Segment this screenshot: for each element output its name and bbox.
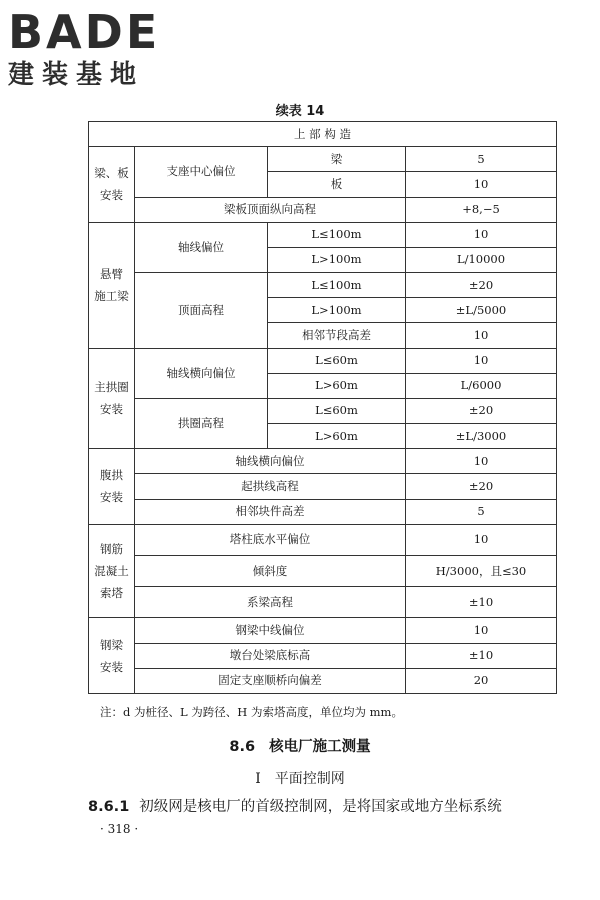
item-cell: 固定支座顺桥向偏差 xyxy=(135,668,406,693)
item-cell: 轴线横向偏位 xyxy=(135,449,406,474)
condition-cell: 板 xyxy=(268,172,406,197)
section-heading xyxy=(0,735,600,756)
item-cell: 起拱线高程 xyxy=(135,474,406,499)
value-cell: ±20 xyxy=(406,398,557,423)
category-beam-slab: 梁、板 安装 xyxy=(89,147,135,223)
clause-number: 8.6.1 xyxy=(88,799,130,815)
condition-cell: L>100m xyxy=(268,298,406,323)
category-cantilever: 悬臂 施工梁 xyxy=(89,222,135,348)
value-cell: ±10 xyxy=(406,643,557,668)
item-cell: 倾斜度 xyxy=(135,555,406,586)
value-cell: 10 xyxy=(406,618,557,643)
value-cell: 5 xyxy=(406,499,557,524)
value-cell: ±20 xyxy=(406,273,557,298)
item-cell: 系梁高程 xyxy=(135,587,406,618)
category-pylon: 钢筋 混凝土 索塔 xyxy=(89,524,135,618)
item-cell: 相邻块件高差 xyxy=(135,499,406,524)
sub-item: 轴线偏位 xyxy=(135,222,268,272)
value-cell: ±20 xyxy=(406,474,557,499)
sub-item: 拱圈高程 xyxy=(135,398,268,448)
value-cell: ±L/5000 xyxy=(406,298,557,323)
bade-logo xyxy=(8,6,160,90)
sub-item: 支座中心偏位 xyxy=(135,147,268,197)
item-cell: 钢梁中线偏位 xyxy=(135,618,406,643)
logo-wordmark: BADE xyxy=(8,5,161,59)
value-cell: 5 xyxy=(406,147,557,172)
item-cell: 梁板顶面纵向高程 xyxy=(135,197,406,222)
condition-cell: L≤60m xyxy=(268,348,406,373)
condition-cell: L≤100m xyxy=(268,273,406,298)
condition-cell: 梁 xyxy=(268,147,406,172)
item-cell: 墩台处梁底标高 xyxy=(135,643,406,668)
value-cell: 10 xyxy=(406,222,557,247)
item-cell: 塔柱底水平偏位 xyxy=(135,524,406,555)
table-note: 注：d 为桩径、L 为跨径、H 为索塔高度，单位均为 mm。 xyxy=(100,705,403,719)
condition-cell: L>60m xyxy=(268,424,406,449)
value-cell: 10 xyxy=(406,348,557,373)
clause-paragraph xyxy=(88,795,502,816)
category-steel-beam: 钢梁 安装 xyxy=(89,618,135,694)
value-cell: ±10 xyxy=(406,587,557,618)
condition-cell: L≤100m xyxy=(268,222,406,247)
subsection-number: Ⅰ xyxy=(255,771,261,787)
logo-subtitle: 建装基地 xyxy=(8,60,145,90)
table-header: 上 部 构 造 xyxy=(89,122,557,147)
category-main-arch: 主拱圈 安装 xyxy=(89,348,135,449)
page-number: · 318 · xyxy=(100,822,139,836)
value-cell: 10 xyxy=(406,524,557,555)
subsection-heading xyxy=(0,768,600,788)
condition-cell: L>60m xyxy=(268,373,406,398)
section-number: 8.6 xyxy=(229,739,256,755)
value-cell: L/10000 xyxy=(406,247,557,272)
sub-item: 顶面高程 xyxy=(135,273,268,349)
value-cell: ±L/3000 xyxy=(406,424,557,449)
tolerance-table xyxy=(88,121,557,694)
condition-cell: L≤60m xyxy=(268,398,406,423)
sub-item: 轴线横向偏位 xyxy=(135,348,268,398)
value-cell: 10 xyxy=(406,172,557,197)
section-title-text: 核电厂施工测量 xyxy=(269,739,371,755)
category-spandrel-arch: 腹拱 安装 xyxy=(89,449,135,525)
value-cell: 10 xyxy=(406,323,557,348)
condition-cell: L>100m xyxy=(268,247,406,272)
value-cell: 10 xyxy=(406,449,557,474)
value-cell: 20 xyxy=(406,668,557,693)
value-cell: L/6000 xyxy=(406,373,557,398)
subsection-title-text: 平面控制网 xyxy=(274,771,345,787)
value-cell: H/3000，且≤30 xyxy=(406,555,557,586)
clause-text: 初级网是核电厂的首级控制网，是将国家或地方坐标系统 xyxy=(139,799,502,815)
condition-cell: 相邻节段高差 xyxy=(268,323,406,348)
value-cell: +8,−5 xyxy=(406,197,557,222)
table-caption: 续表 14 xyxy=(275,104,325,119)
